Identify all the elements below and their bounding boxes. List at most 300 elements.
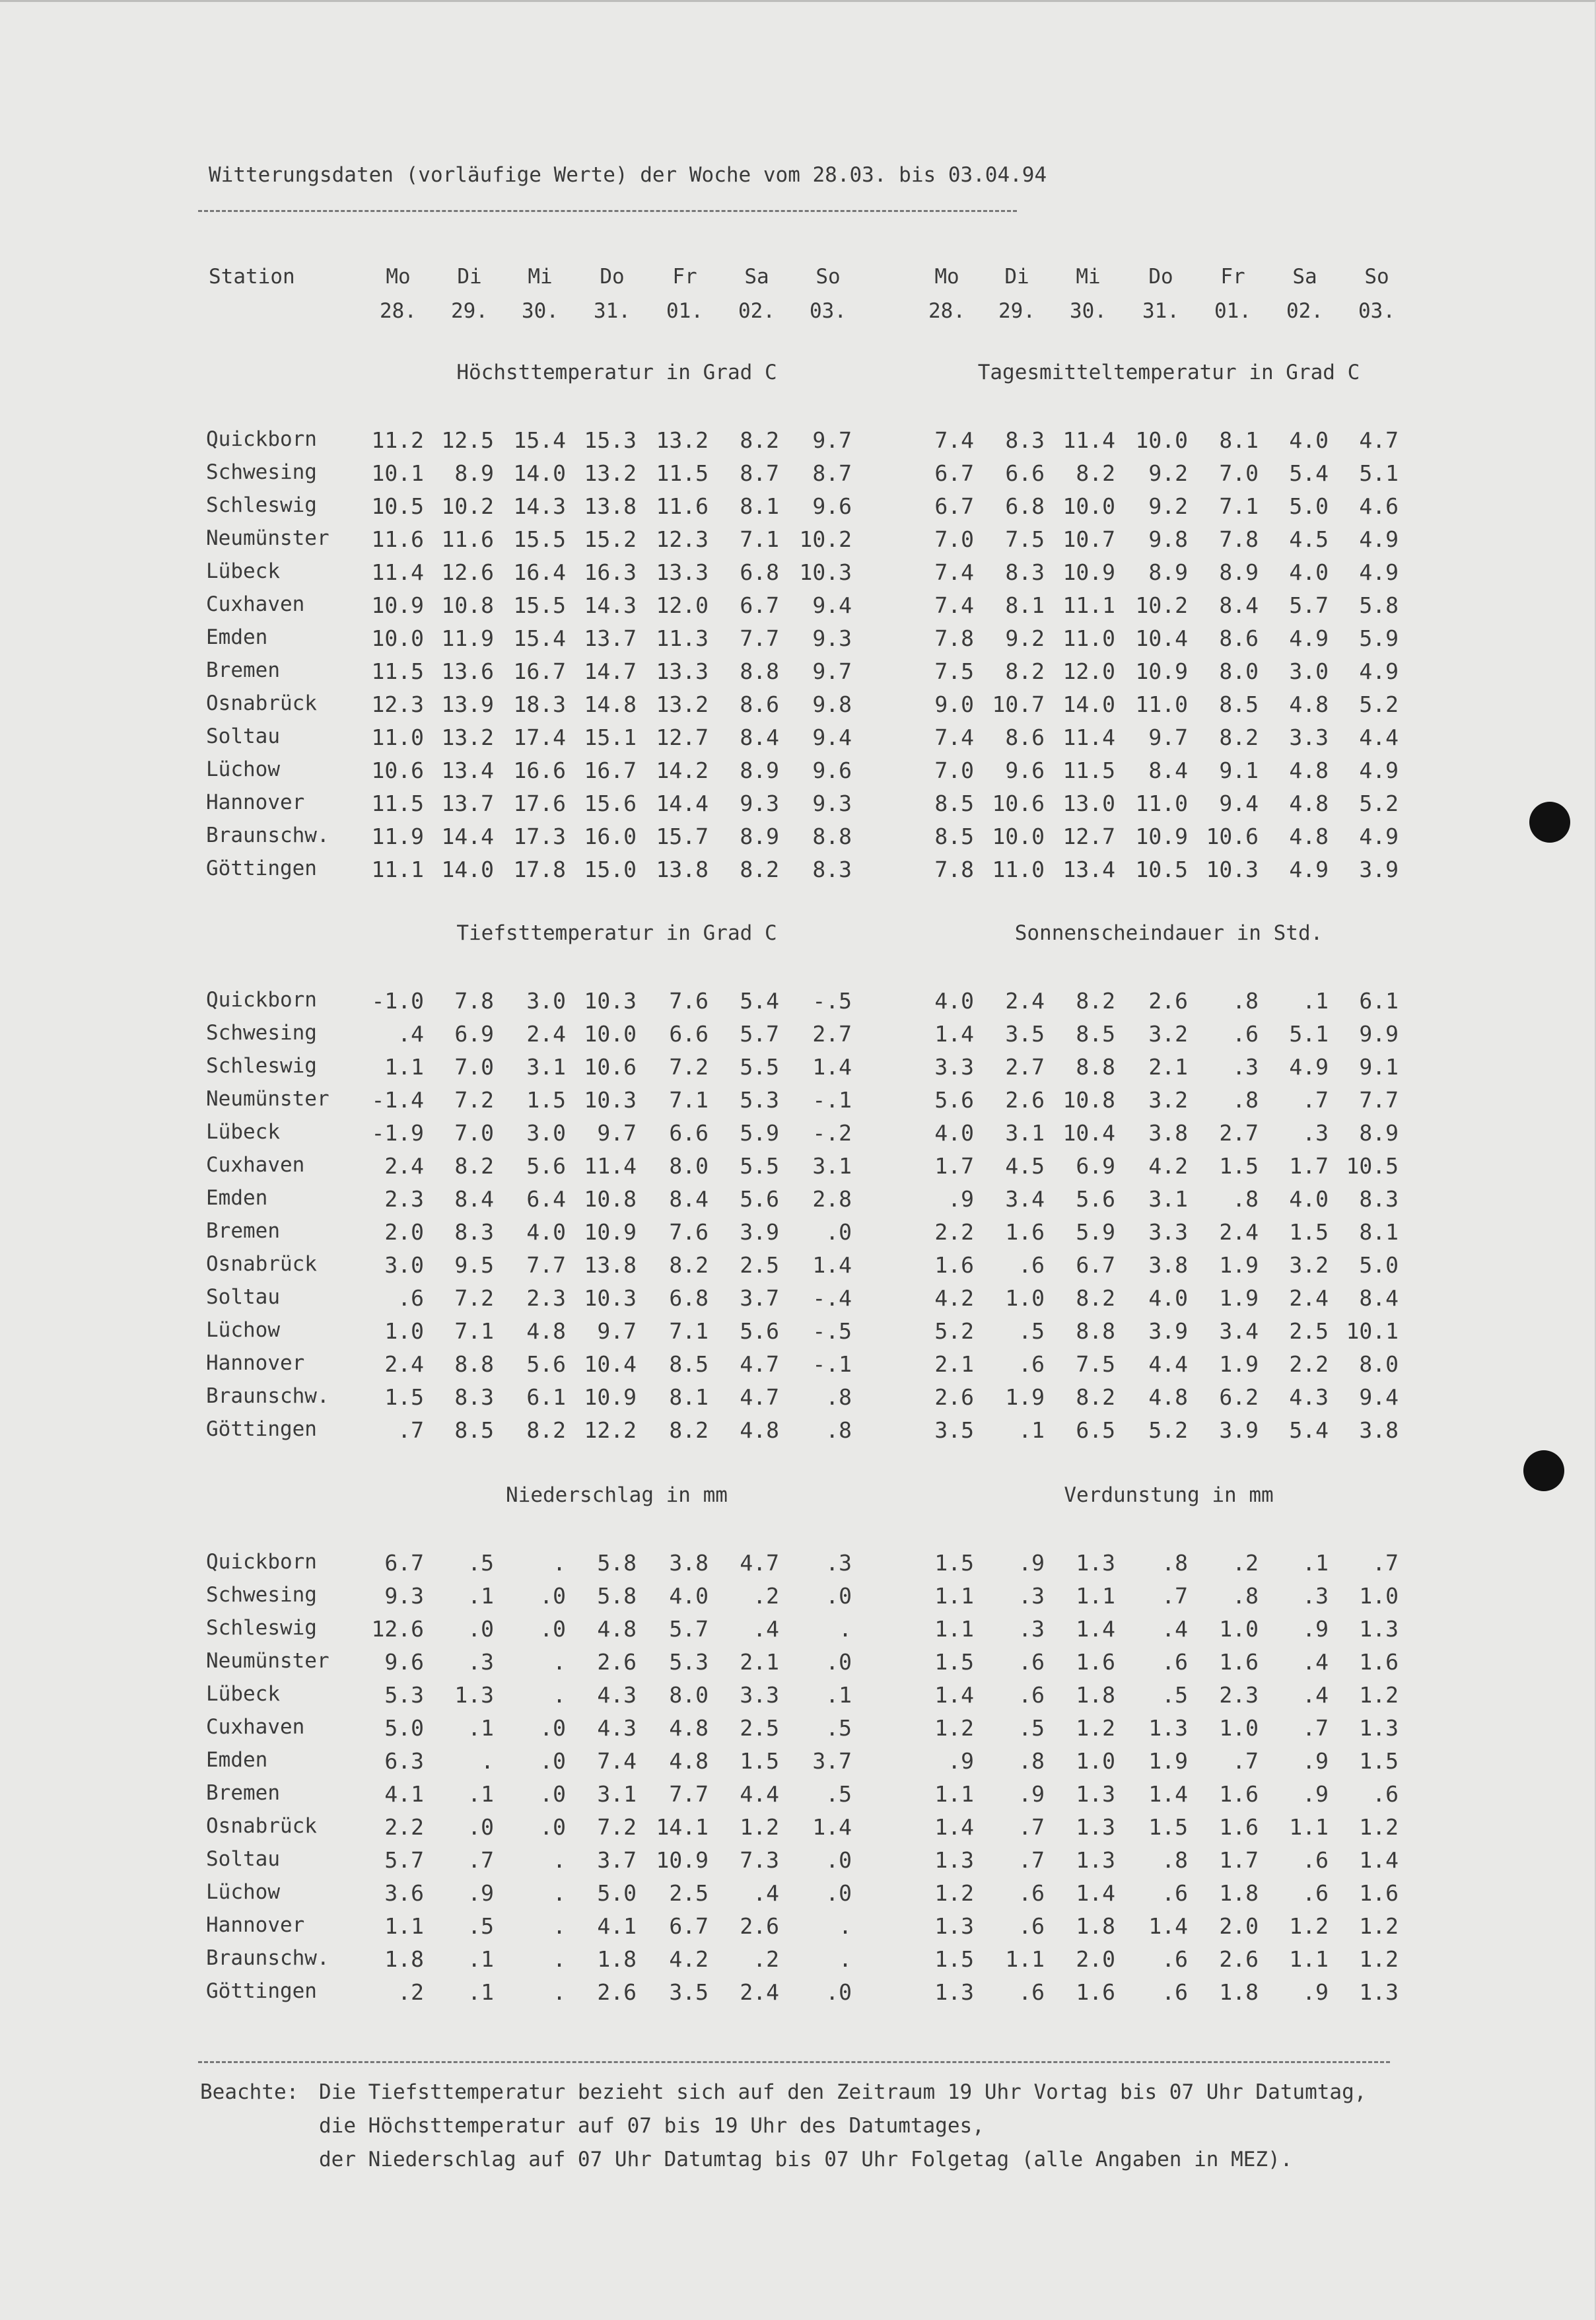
table-cell: .6: [1018, 1351, 1045, 1377]
table-cell: .3: [1232, 1054, 1259, 1080]
table-cell: 8.8: [1076, 1318, 1115, 1344]
table-cell: 3.7: [740, 1285, 779, 1311]
table-cell: 9.7: [812, 427, 852, 453]
table-cell: 3.7: [812, 1748, 852, 1774]
table-cell: 2.4: [384, 1153, 424, 1179]
footnote-line-1: Die Tiefsttemperatur bezieht sich auf den Zeitraum 19 Uhr Vortag bis 07 Uhr Datumtag,: [319, 2080, 1367, 2104]
weekday-label: Mi: [528, 265, 553, 289]
table-cell: 4.6: [1359, 493, 1399, 519]
table-cell: 3.0: [1289, 658, 1329, 684]
table-cell: 8.4: [669, 1186, 709, 1212]
station-name: Braunschw.: [206, 824, 330, 847]
table-cell: 1.6: [1005, 1219, 1045, 1245]
table-cell: 1.3: [1359, 1715, 1399, 1741]
table-cell: 10.6: [992, 791, 1045, 816]
table-cell: 7.2: [454, 1285, 494, 1311]
table-cell: 2.6: [740, 1913, 779, 1939]
section-title-left: Niederschlag in mm: [506, 1483, 728, 1507]
table-cell: 7.0: [934, 757, 974, 783]
table-cell: .0: [825, 1649, 852, 1675]
station-name: Soltau: [206, 724, 280, 748]
table-row: [0, 1351, 1596, 1384]
table-cell: .: [553, 1880, 566, 1906]
station-name: Göttingen: [206, 1979, 317, 2003]
table-cell: 12.6: [371, 1616, 424, 1642]
table-cell: 3.0: [384, 1252, 424, 1278]
table-cell: .9: [948, 1186, 974, 1212]
table-cell: .3: [468, 1649, 494, 1675]
table-cell: 16.7: [513, 658, 566, 684]
table-cell: .0: [539, 1814, 566, 1840]
table-cell: 7.6: [669, 1219, 709, 1245]
table-cell: 3.9: [1359, 857, 1399, 882]
table-cell: 4.9: [1359, 559, 1399, 585]
table-cell: 5.0: [1289, 493, 1329, 519]
table-cell: .6: [1232, 1021, 1259, 1047]
table-cell: .7: [1162, 1583, 1188, 1609]
section-title-right: Tagesmitteltemperatur in Grad C: [977, 361, 1360, 384]
station-name: Bremen: [206, 658, 280, 682]
table-cell: 4.5: [1005, 1153, 1045, 1179]
table-cell: 1.0: [384, 1318, 424, 1344]
table-cell: 2.3: [526, 1285, 566, 1311]
table-cell: 1.2: [934, 1715, 974, 1741]
table-cell: 5.2: [1148, 1417, 1188, 1443]
table-cell: -.4: [812, 1285, 852, 1311]
table-cell: 2.3: [1219, 1682, 1259, 1708]
table-cell: 9.0: [934, 691, 974, 717]
table-cell: 4.8: [597, 1616, 637, 1642]
table-cell: 1.4: [934, 1814, 974, 1840]
table-cell: 5.9: [1076, 1219, 1115, 1245]
table-cell: 3.3: [1289, 724, 1329, 750]
table-cell: 1.6: [1359, 1880, 1399, 1906]
table-cell: 3.1: [1148, 1186, 1188, 1212]
table-cell: .0: [468, 1814, 494, 1840]
table-cell: .4: [1162, 1616, 1188, 1642]
date-label: 28.: [380, 299, 417, 323]
table-row: [0, 1219, 1596, 1252]
table-cell: 1.1: [934, 1616, 974, 1642]
table-row: [0, 791, 1596, 824]
table-cell: 8.8: [812, 824, 852, 849]
table-cell: 1.1: [934, 1583, 974, 1609]
table-cell: 3.2: [1289, 1252, 1329, 1278]
table-cell: 1.8: [1076, 1913, 1115, 1939]
table-cell: 7.5: [934, 658, 974, 684]
table-cell: -.1: [812, 1351, 852, 1377]
table-cell: 2.0: [1219, 1913, 1259, 1939]
table-cell: 1.1: [1289, 1946, 1329, 1972]
table-cell: 8.4: [740, 724, 779, 750]
table-row: [0, 1847, 1596, 1880]
title-divider: [198, 210, 1017, 212]
table-row: [0, 1252, 1596, 1285]
table-cell: 2.2: [1289, 1351, 1329, 1377]
table-cell: .: [553, 1979, 566, 2005]
table-cell: 5.7: [669, 1616, 709, 1642]
station-name: Hannover: [206, 1351, 305, 1375]
table-cell: .: [553, 1913, 566, 1939]
table-cell: 8.4: [1148, 757, 1188, 783]
table-cell: 8.5: [669, 1351, 709, 1377]
table-cell: 5.5: [740, 1054, 779, 1080]
table-cell: 11.5: [656, 460, 709, 486]
table-cell: 5.6: [740, 1318, 779, 1344]
table-cell: .7: [1232, 1748, 1259, 1774]
table-cell: .1: [468, 1583, 494, 1609]
table-cell: 10.6: [1206, 824, 1259, 849]
table-cell: 13.8: [584, 1252, 637, 1278]
table-cell: 1.9: [1219, 1252, 1259, 1278]
table-cell: 1.5: [384, 1384, 424, 1410]
table-cell: 3.6: [384, 1880, 424, 1906]
table-cell: 1.3: [934, 1913, 974, 1939]
table-cell: 8.2: [740, 857, 779, 882]
table-cell: 11.9: [371, 824, 424, 849]
table-cell: 6.3: [384, 1748, 424, 1774]
table-cell: 10.8: [1062, 1087, 1115, 1113]
table-cell: 3.8: [1148, 1120, 1188, 1146]
table-cell: 4.8: [1289, 791, 1329, 816]
table-cell: 8.4: [1219, 592, 1259, 618]
table-cell: 2.5: [1289, 1318, 1329, 1344]
date-label: 02.: [738, 299, 775, 323]
table-cell: .2: [1232, 1550, 1259, 1576]
table-cell: 15.4: [513, 427, 566, 453]
table-cell: 9.6: [812, 757, 852, 783]
table-row: [0, 1616, 1596, 1649]
table-cell: 7.7: [1359, 1087, 1399, 1113]
table-cell: 8.2: [1076, 1285, 1115, 1311]
table-cell: 17.6: [513, 791, 566, 816]
table-cell: 10.0: [371, 625, 424, 651]
table-cell: 6.7: [934, 493, 974, 519]
table-cell: 10.9: [656, 1847, 709, 1873]
table-cell: 10.0: [1062, 493, 1115, 519]
table-cell: 2.8: [812, 1186, 852, 1212]
table-cell: 15.5: [513, 592, 566, 618]
table-cell: 9.2: [1148, 460, 1188, 486]
table-cell: 13.6: [441, 658, 494, 684]
table-cell: 2.4: [1005, 988, 1045, 1014]
table-cell: 15.5: [513, 526, 566, 552]
table-cell: .0: [825, 1583, 852, 1609]
table-cell: 10.4: [1062, 1120, 1115, 1146]
table-cell: 4.7: [740, 1384, 779, 1410]
table-cell: 7.1: [669, 1087, 709, 1113]
table-cell: .6: [398, 1285, 424, 1311]
table-cell: 4.0: [1289, 1186, 1329, 1212]
station-name: Schleswig: [206, 493, 317, 517]
date-label: 29.: [451, 299, 488, 323]
table-cell: 6.9: [454, 1021, 494, 1047]
table-cell: 1.4: [934, 1021, 974, 1047]
table-cell: 9.4: [1359, 1384, 1399, 1410]
table-cell: 10.9: [371, 592, 424, 618]
table-cell: .8: [1232, 988, 1259, 1014]
table-cell: 10.3: [799, 559, 852, 585]
table-cell: 1.2: [1289, 1913, 1329, 1939]
footnote-line-2: die Höchsttemperatur auf 07 bis 19 Uhr des Datumtages,: [319, 2114, 985, 2138]
table-cell: 5.6: [934, 1087, 974, 1113]
table-cell: 1.2: [1359, 1946, 1399, 1972]
table-cell: 2.0: [1076, 1946, 1115, 1972]
table-cell: 4.8: [1289, 757, 1329, 783]
table-cell: 1.6: [934, 1252, 974, 1278]
table-cell: 2.6: [1219, 1946, 1259, 1972]
table-cell: 6.9: [1076, 1153, 1115, 1179]
table-cell: 7.4: [934, 724, 974, 750]
table-cell: .0: [825, 1979, 852, 2005]
table-cell: 8.6: [1005, 724, 1045, 750]
table-cell: 6.7: [934, 460, 974, 486]
table-cell: 9.3: [740, 791, 779, 816]
table-cell: 7.6: [669, 988, 709, 1014]
table-cell: 13.3: [656, 658, 709, 684]
table-cell: 3.4: [1219, 1318, 1259, 1344]
table-cell: 1.4: [934, 1682, 974, 1708]
table-cell: 11.5: [1062, 757, 1115, 783]
table-cell: 8.3: [454, 1219, 494, 1245]
table-cell: .7: [1018, 1814, 1045, 1840]
table-row: [0, 1186, 1596, 1219]
table-cell: 16.3: [584, 559, 637, 585]
table-cell: -.5: [812, 988, 852, 1014]
table-cell: 11.4: [1062, 724, 1115, 750]
table-cell: .8: [1018, 1748, 1045, 1774]
table-cell: .0: [825, 1847, 852, 1873]
table-cell: 11.0: [1062, 625, 1115, 651]
table-cell: 6.1: [1359, 988, 1399, 1014]
table-cell: 6.8: [669, 1285, 709, 1311]
table-cell: 6.6: [1005, 460, 1045, 486]
table-cell: 10.8: [584, 1186, 637, 1212]
station-name: Osnabrück: [206, 691, 317, 715]
table-cell: 11.4: [584, 1153, 637, 1179]
table-cell: 7.4: [934, 427, 974, 453]
table-cell: .4: [1302, 1682, 1329, 1708]
table-row: [0, 691, 1596, 724]
table-row: [0, 857, 1596, 890]
table-cell: 5.5: [740, 1153, 779, 1179]
table-cell: .6: [1162, 1649, 1188, 1675]
table-cell: 4.8: [526, 1318, 566, 1344]
table-cell: 2.2: [934, 1219, 974, 1245]
table-cell: 11.5: [371, 791, 424, 816]
table-cell: 8.2: [1005, 658, 1045, 684]
date-label: 01.: [666, 299, 703, 323]
table-cell: 11.6: [371, 526, 424, 552]
table-cell: 10.2: [441, 493, 494, 519]
station-name: Braunschw.: [206, 1946, 330, 1970]
table-cell: 10.9: [1062, 559, 1115, 585]
station-name: Neumünster: [206, 1087, 330, 1111]
table-cell: 7.0: [454, 1120, 494, 1146]
table-cell: 3.8: [669, 1550, 709, 1576]
table-cell: .5: [1162, 1682, 1188, 1708]
table-cell: 4.0: [934, 1120, 974, 1146]
table-cell: 4.0: [1289, 427, 1329, 453]
table-cell: 15.6: [584, 791, 637, 816]
table-cell: 9.1: [1219, 757, 1259, 783]
table-cell: 7.0: [934, 526, 974, 552]
table-cell: 17.3: [513, 824, 566, 849]
table-cell: 14.7: [584, 658, 637, 684]
station-name: Quickborn: [206, 427, 317, 451]
table-cell: 1.3: [1148, 1715, 1188, 1741]
table-cell: 4.8: [1289, 824, 1329, 849]
table-cell: .: [553, 1946, 566, 1972]
table-cell: 1.0: [1359, 1583, 1399, 1609]
table-cell: 9.4: [812, 592, 852, 618]
table-cell: 4.9: [1289, 1054, 1329, 1080]
table-cell: .1: [1302, 1550, 1329, 1576]
table-cell: 7.5: [1005, 526, 1045, 552]
table-cell: 8.8: [454, 1351, 494, 1377]
table-cell: .6: [1018, 1880, 1045, 1906]
table-cell: 2.5: [740, 1252, 779, 1278]
table-cell: .7: [468, 1847, 494, 1873]
table-cell: 1.8: [1076, 1682, 1115, 1708]
table-cell: 2.6: [597, 1979, 637, 2005]
table-cell: .1: [468, 1946, 494, 1972]
table-cell: 8.9: [454, 460, 494, 486]
table-cell: .0: [539, 1616, 566, 1642]
station-name: Lüchow: [206, 1880, 280, 1904]
date-label: 30.: [1070, 299, 1107, 323]
table-cell: 2.4: [384, 1351, 424, 1377]
table-cell: 16.6: [513, 757, 566, 783]
table-cell: 10.2: [799, 526, 852, 552]
table-cell: .4: [753, 1880, 779, 1906]
table-cell: 11.4: [1062, 427, 1115, 453]
table-cell: 15.4: [513, 625, 566, 651]
table-cell: .0: [825, 1880, 852, 1906]
table-cell: 4.9: [1359, 757, 1399, 783]
table-cell: 10.4: [1135, 625, 1188, 651]
table-cell: 2.5: [740, 1715, 779, 1741]
table-cell: 8.8: [740, 658, 779, 684]
table-cell: 5.6: [1076, 1186, 1115, 1212]
table-cell: 4.5: [1289, 526, 1329, 552]
table-cell: 1.4: [1148, 1913, 1188, 1939]
table-row: [0, 460, 1596, 493]
table-cell: 4.3: [597, 1715, 637, 1741]
table-cell: 7.4: [934, 559, 974, 585]
table-cell: 10.0: [992, 824, 1045, 849]
table-cell: 3.0: [526, 1120, 566, 1146]
table-cell: 8.0: [1219, 658, 1259, 684]
table-cell: 9.2: [1005, 625, 1045, 651]
weekday-label: Mi: [1076, 265, 1101, 289]
table-cell: 1.9: [1219, 1351, 1259, 1377]
table-cell: 8.3: [1005, 559, 1045, 585]
table-cell: 1.4: [1076, 1616, 1115, 1642]
table-cell: 3.9: [1148, 1318, 1188, 1344]
table-cell: 2.6: [934, 1384, 974, 1410]
table-row: [0, 1715, 1596, 1748]
table-cell: 1.4: [1359, 1847, 1399, 1873]
table-cell: 8.8: [1076, 1054, 1115, 1080]
table-cell: 8.3: [1359, 1186, 1399, 1212]
table-cell: .2: [753, 1946, 779, 1972]
table-cell: 6.1: [526, 1384, 566, 1410]
table-row: [0, 1814, 1596, 1847]
table-cell: 8.0: [669, 1682, 709, 1708]
table-cell: 13.2: [656, 427, 709, 453]
table-cell: 15.0: [584, 857, 637, 882]
table-cell: .0: [539, 1583, 566, 1609]
table-cell: 10.3: [584, 988, 637, 1014]
table-cell: 5.0: [1359, 1252, 1399, 1278]
table-cell: 10.3: [584, 1285, 637, 1311]
table-cell: 14.0: [441, 857, 494, 882]
table-cell: 1.6: [1219, 1649, 1259, 1675]
table-row: [0, 493, 1596, 526]
table-cell: 18.3: [513, 691, 566, 717]
footnote-label: Beachte:: [200, 2080, 299, 2104]
table-cell: 5.1: [1289, 1021, 1329, 1047]
station-name: Osnabrück: [206, 1814, 317, 1838]
table-cell: 15.3: [584, 427, 637, 453]
table-cell: 5.3: [384, 1682, 424, 1708]
station-name: Lüchow: [206, 757, 280, 781]
table-cell: 8.7: [740, 460, 779, 486]
table-cell: 6.5: [1076, 1417, 1115, 1443]
table-cell: .6: [1162, 1880, 1188, 1906]
table-cell: 7.4: [934, 592, 974, 618]
station-name: Hannover: [206, 791, 305, 814]
table-cell: 8.1: [1005, 592, 1045, 618]
table-cell: 9.5: [454, 1252, 494, 1278]
table-cell: 8.4: [1359, 1285, 1399, 1311]
table-cell: .: [839, 1616, 852, 1642]
table-cell: 2.7: [812, 1021, 852, 1047]
table-row: [0, 1384, 1596, 1417]
table-cell: 9.2: [1148, 493, 1188, 519]
table-cell: 5.7: [740, 1021, 779, 1047]
date-label: 29.: [998, 299, 1035, 323]
table-cell: 8.1: [1219, 427, 1259, 453]
table-cell: 2.1: [934, 1351, 974, 1377]
table-cell: 6.6: [669, 1021, 709, 1047]
table-cell: 1.2: [740, 1814, 779, 1840]
station-column-header: Station: [209, 265, 295, 289]
table-cell: 5.6: [526, 1351, 566, 1377]
table-cell: 1.0: [1219, 1715, 1259, 1741]
table-cell: 13.2: [441, 724, 494, 750]
table-cell: 4.2: [934, 1285, 974, 1311]
table-cell: .8: [1232, 1186, 1259, 1212]
table-cell: 4.3: [1289, 1384, 1329, 1410]
table-cell: 14.0: [1062, 691, 1115, 717]
table-cell: 4.8: [1289, 691, 1329, 717]
table-cell: 10.3: [584, 1087, 637, 1113]
table-cell: 2.7: [1219, 1120, 1259, 1146]
table-cell: 1.3: [1076, 1550, 1115, 1576]
table-cell: 9.1: [1359, 1054, 1399, 1080]
footer-divider: [198, 2061, 1390, 2063]
table-cell: 7.8: [1219, 526, 1259, 552]
table-cell: 1.5: [526, 1087, 566, 1113]
table-cell: 3.2: [1148, 1021, 1188, 1047]
station-name: Schwesing: [206, 1021, 317, 1045]
table-cell: 11.9: [441, 625, 494, 651]
punch-hole: [1523, 1450, 1564, 1491]
table-cell: .7: [1018, 1847, 1045, 1873]
table-cell: 5.0: [384, 1715, 424, 1741]
